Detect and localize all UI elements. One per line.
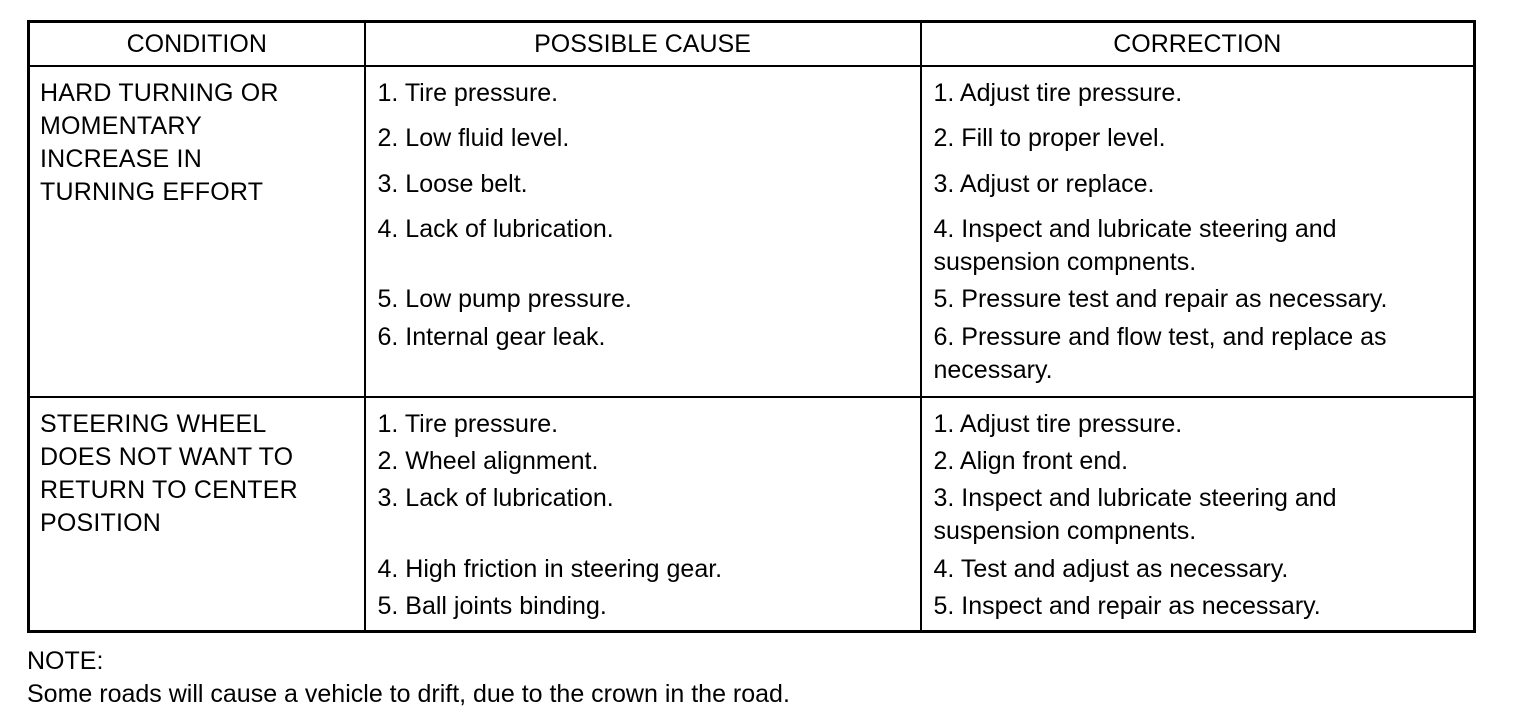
- correction-text: 2. Align front end.: [933, 447, 1129, 475]
- correction-text: 1. Adjust tire pressure.: [933, 410, 1183, 438]
- cause-text: 4. Lack of lubrication.: [377, 215, 614, 243]
- note-label: NOTE:: [27, 647, 104, 675]
- correction-item: [934, 482, 1462, 553]
- condition-cell: [29, 397, 365, 632]
- correction-text: 3. Adjust or replace.: [933, 170, 1155, 198]
- correction-item: [934, 445, 1462, 482]
- cause-item: [378, 445, 908, 482]
- cause-item: [378, 122, 908, 168]
- note-text: Some roads will cause a vehicle to drift, due to the crown in the road.: [27, 680, 790, 708]
- correction-item: [934, 553, 1462, 590]
- cause-cell: [365, 397, 921, 632]
- correction-text: 6. Pressure and flow test, and replace as necessary.: [933, 323, 1387, 384]
- correction-item: [934, 122, 1462, 168]
- cause-text: 2. Wheel alignment.: [377, 447, 599, 475]
- correction-item: [934, 213, 1462, 283]
- correction-text: 3. Inspect and lubricate steering and suspension compnents.: [933, 484, 1337, 545]
- correction-item: [934, 408, 1462, 445]
- correction-item: [934, 283, 1462, 321]
- cause-item: [378, 553, 908, 590]
- header-correction: CORRECTION: [921, 22, 1475, 67]
- header-possible-cause: POSSIBLE CAUSE: [365, 22, 921, 67]
- cause-text: 3. Lack of lubrication.: [377, 484, 614, 512]
- correction-text: 4. Test and adjust as necessary.: [933, 555, 1289, 583]
- correction-cell: [921, 66, 1475, 397]
- header-condition: CONDITION: [29, 22, 365, 67]
- table-row: [29, 66, 1475, 397]
- cause-item: [378, 168, 908, 213]
- correction-item: [934, 168, 1462, 213]
- cause-item: [378, 77, 908, 122]
- header-row: [29, 22, 1475, 67]
- cause-text: 4. High friction in steering gear.: [377, 555, 723, 583]
- cause-cell: [365, 66, 921, 397]
- condition-text: HARD TURNING OR MOMENTARY INCREASE IN TURNING EFFORT: [40, 79, 279, 206]
- cause-item: [378, 213, 908, 283]
- cause-item: [378, 283, 908, 321]
- cause-text: 1. Tire pressure.: [377, 79, 559, 107]
- table-row: [29, 397, 1475, 632]
- correction-item: [934, 321, 1462, 387]
- condition-cell: [29, 66, 365, 397]
- cause-text: 5. Ball joints binding.: [377, 592, 607, 620]
- correction-item: [934, 77, 1462, 122]
- cause-text: 3. Loose belt.: [377, 170, 528, 198]
- cause-text: 6. Internal gear leak.: [377, 323, 606, 351]
- cause-text: 5. Low pump pressure.: [377, 285, 632, 313]
- cause-item: [378, 408, 908, 445]
- correction-item: [934, 590, 1462, 623]
- correction-cell: [921, 397, 1475, 632]
- diagnosis-table: [27, 20, 1476, 633]
- correction-text: 1. Adjust tire pressure.: [933, 79, 1183, 107]
- correction-text: 4. Inspect and lubricate steering and suspension compnents.: [933, 215, 1337, 276]
- cause-item: [378, 482, 908, 553]
- correction-text: 5. Pressure test and repair as necessary.: [933, 285, 1388, 313]
- cause-item: [378, 321, 908, 354]
- condition-text: STEERING WHEEL DOES NOT WANT TO RETURN TO CENTER POSITION: [40, 410, 298, 537]
- cause-item: [378, 590, 908, 623]
- cause-text: 2. Low fluid level.: [377, 124, 570, 152]
- correction-text: 5. Inspect and repair as necessary.: [933, 592, 1321, 620]
- correction-text: 2. Fill to proper level.: [933, 124, 1166, 152]
- cause-text: 1. Tire pressure.: [377, 410, 559, 438]
